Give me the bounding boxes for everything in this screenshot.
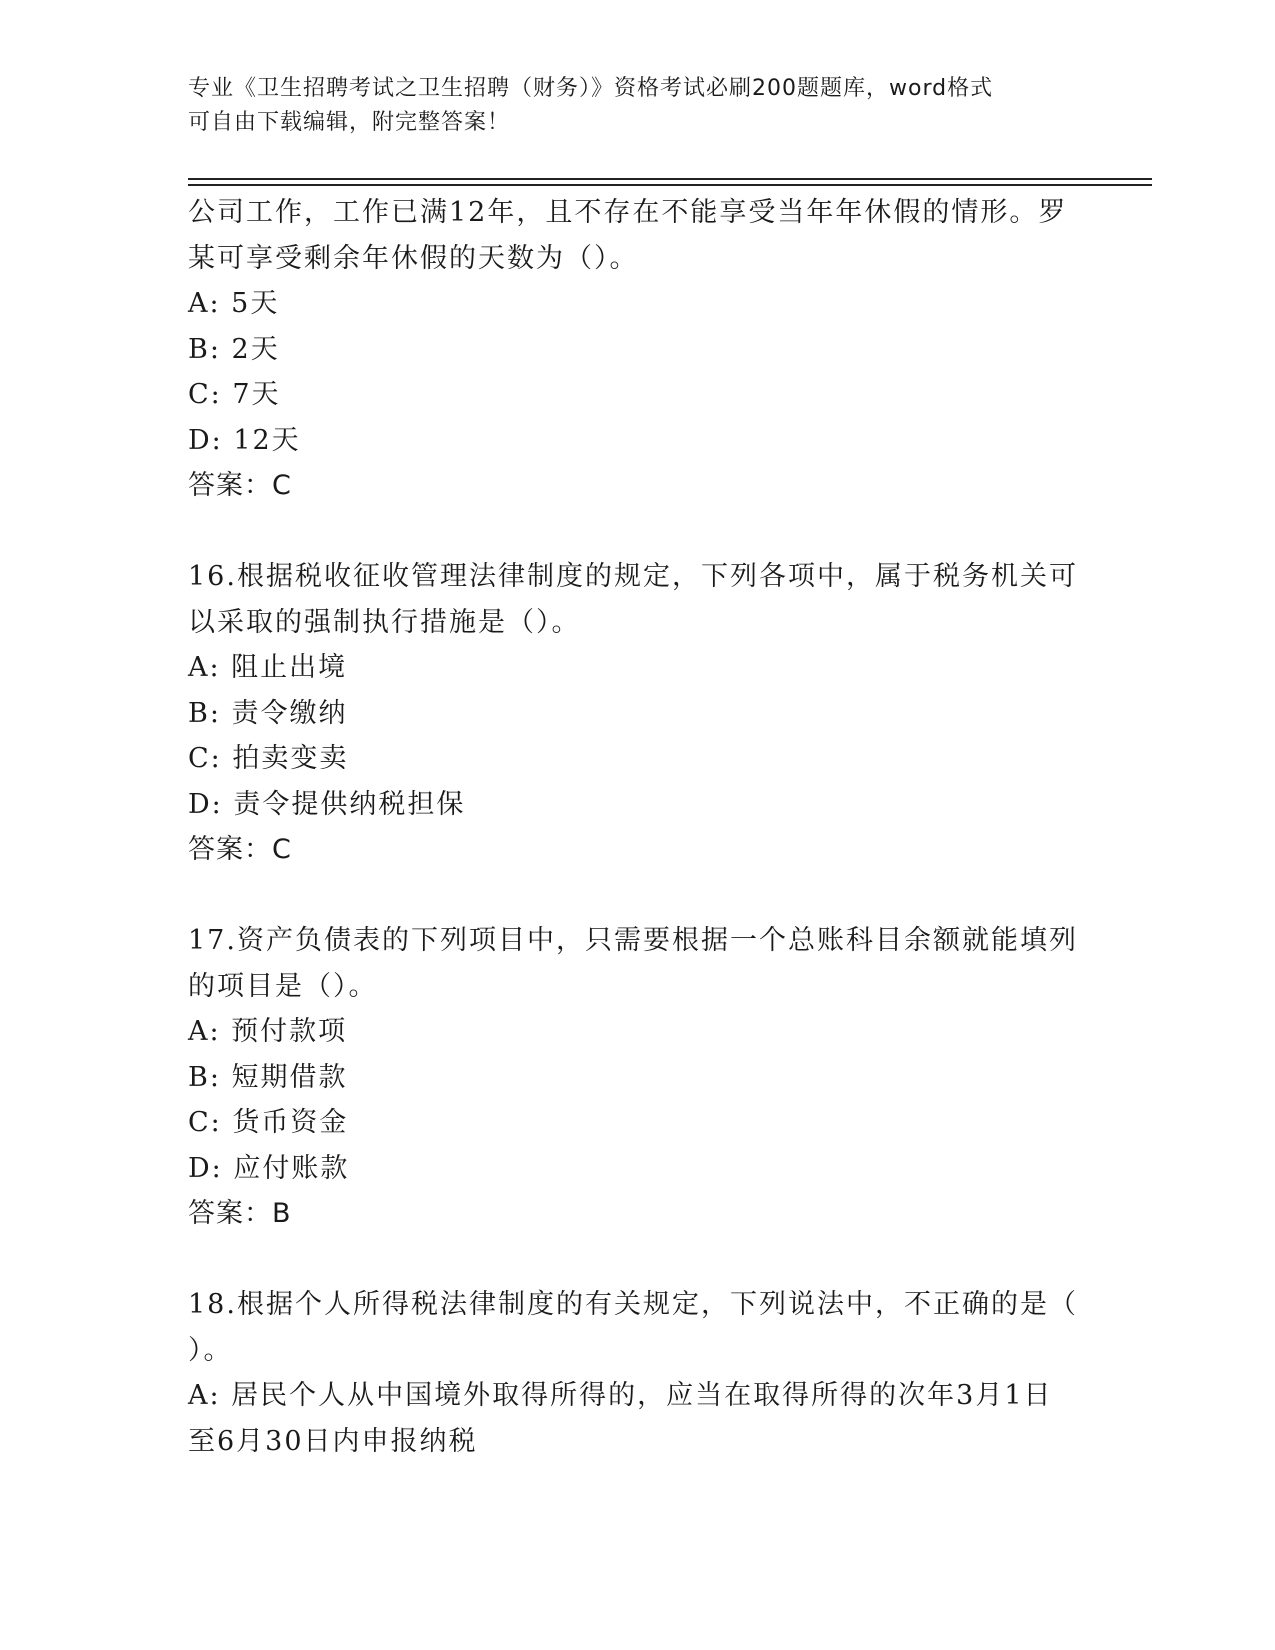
option-c: C: 货币资金	[188, 1107, 349, 1138]
option-a-continued: 至6月30日内申报纳税	[188, 1425, 478, 1457]
option-a: A: 预付款项	[188, 1016, 348, 1047]
question-continued	[188, 190, 1088, 509]
question-text: 公司工作，工作已满12年，且不存在不能享受当年年休假的情形。罗	[188, 197, 1068, 228]
header-divider	[188, 178, 1152, 180]
question-text: 18.根据个人所得税法律制度的有关规定，下列说法中，不正确的是（	[188, 1289, 1078, 1320]
option-b: B: 责令缴纳	[188, 697, 348, 729]
option-c: C: 拍卖变卖	[188, 743, 349, 774]
answer-line: 答案：C	[188, 834, 292, 865]
option-a: A: 阻止出境	[188, 652, 348, 683]
answer-line: 答案：B	[188, 1198, 292, 1229]
question-text: 的项目是（）。	[188, 970, 378, 1002]
option-c: C: 7天	[188, 379, 281, 410]
question-text: 某可享受剩余年休假的天数为（）。	[188, 242, 639, 274]
question-18	[188, 1282, 1088, 1464]
question-text: ）。	[188, 1334, 233, 1366]
header-line: 专业《卫生招聘考试之卫生招聘（财务）》资格考试必刷200题题库，word格式	[188, 76, 994, 101]
document-header	[188, 72, 1088, 140]
question-16	[188, 554, 1088, 873]
option-d: D: 应付账款	[188, 1152, 350, 1184]
option-b: B: 短期借款	[188, 1061, 348, 1093]
option-a: A: 5天	[188, 288, 280, 319]
option-d: D: 责令提供纳税担保	[188, 788, 466, 820]
header-divider	[188, 184, 1152, 186]
option-b: B: 2天	[188, 333, 280, 365]
question-text: 16.根据税收征收管理法律制度的规定，下列各项中，属于税务机关可	[188, 561, 1078, 592]
question-17	[188, 918, 1088, 1237]
header-line: 可自由下载编辑，附完整答案！	[188, 110, 511, 135]
question-text: 以采取的强制执行措施是（）。	[188, 606, 581, 638]
option-a: A: 居民个人从中国境外取得所得的，应当在取得所得的次年3月1日	[188, 1380, 1053, 1411]
question-text: 17.资产负债表的下列项目中，只需要根据一个总账科目余额就能填列	[188, 925, 1078, 956]
document-body	[188, 190, 1088, 1464]
answer-line: 答案：C	[188, 470, 292, 501]
option-d: D: 12天	[188, 424, 301, 456]
